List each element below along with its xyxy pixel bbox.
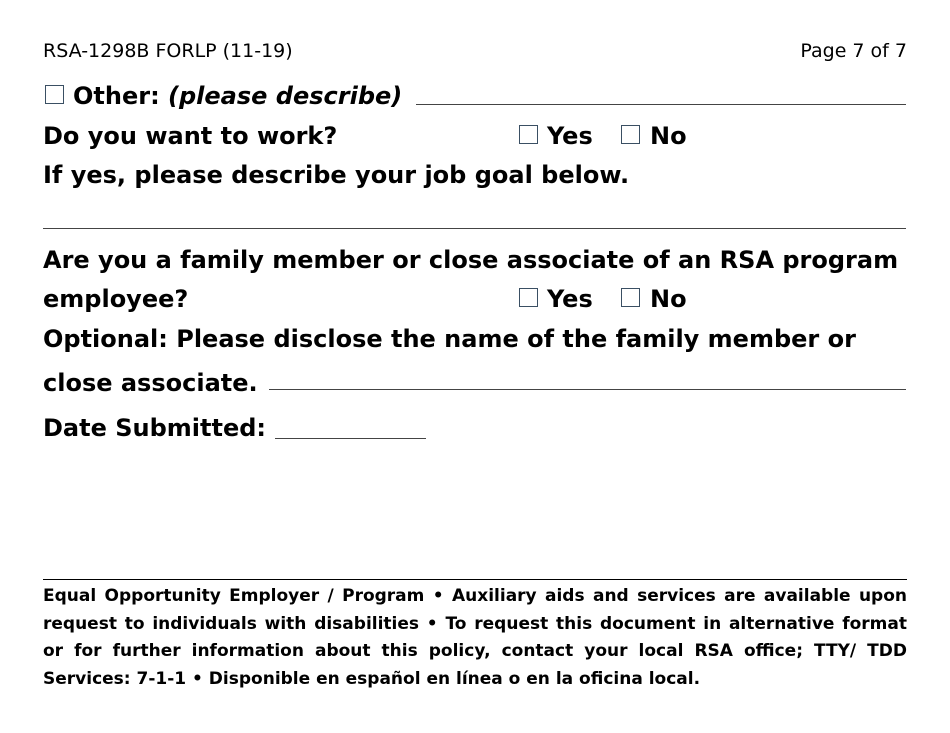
other-description-field[interactable] [416, 104, 906, 105]
page-number: Page 7 of 7 [800, 40, 907, 62]
job-goal-prompt: If yes, please describe your job goal below. [43, 161, 630, 189]
other-checkbox[interactable] [45, 85, 64, 104]
footer-divider [43, 579, 907, 580]
family-yes-label: Yes [547, 285, 593, 313]
family-yes-checkbox[interactable] [519, 288, 538, 307]
work-no-label: No [650, 122, 687, 150]
date-submitted-label: Date Submitted: [43, 414, 267, 442]
optional-disclosure-line2: close associate. [43, 369, 258, 397]
job-goal-field[interactable] [43, 228, 906, 229]
other-label: Other: [73, 82, 160, 110]
family-no-checkbox[interactable] [621, 288, 640, 307]
other-label-group [73, 82, 402, 110]
associate-name-field[interactable] [269, 389, 906, 390]
optional-disclosure-line1: Optional: Please disclose the name of the family member or [43, 325, 856, 353]
form-id: RSA-1298B FORLP (11-19) [43, 40, 293, 62]
work-no-checkbox[interactable] [621, 125, 640, 144]
work-yes-checkbox[interactable] [519, 125, 538, 144]
family-no-label: No [650, 285, 687, 313]
footer-notice: Equal Opportunity Employer / Program • Auxiliary aids and services are available upon request to individuals with disabilities • To request this document in alternative format or for further information about this policy, contact your local RSA office; TTY/ TDD Services: 7-1-1 • Disponible en español en línea o en la oficina local. [43, 586, 907, 689]
work-question: Do you want to work? [43, 122, 338, 150]
date-submitted-field[interactable] [275, 438, 426, 439]
family-question-line2: employee? [43, 285, 189, 313]
family-question-line1: Are you a family member or close associate of an RSA program [43, 246, 899, 274]
other-hint: (please describe) [168, 82, 403, 110]
work-yes-label: Yes [547, 122, 593, 150]
